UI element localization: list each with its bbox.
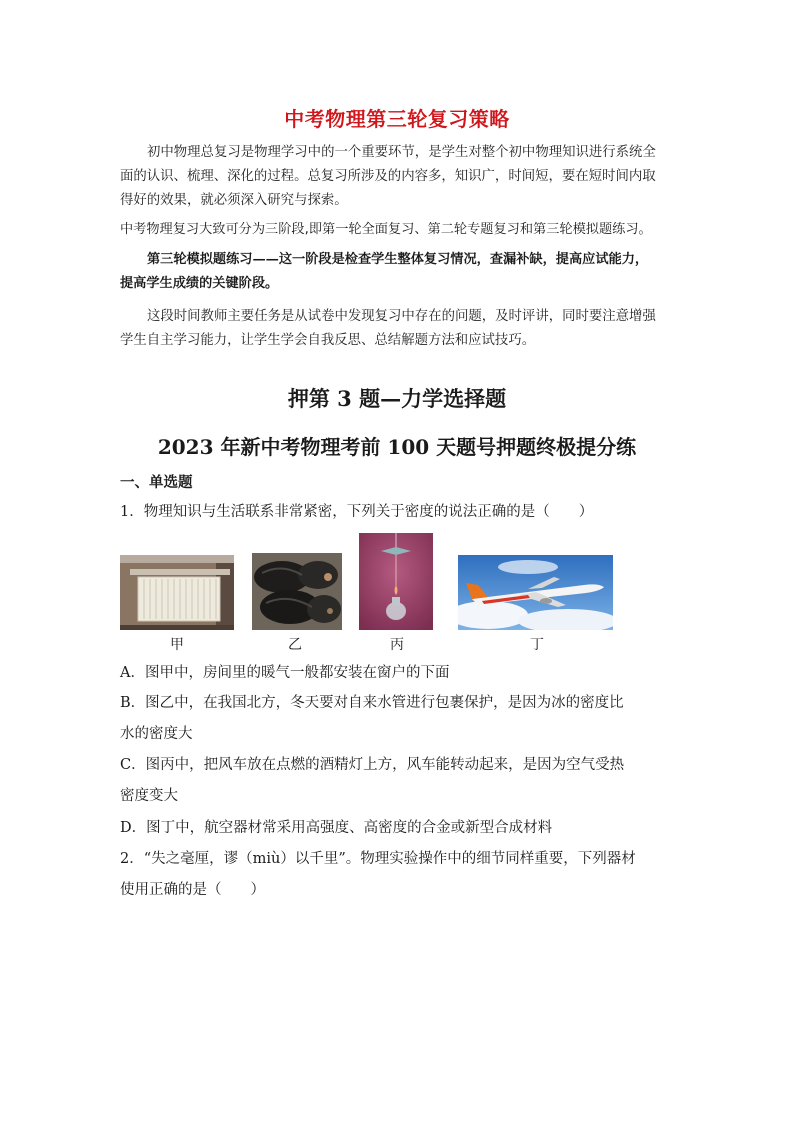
option-c-line-1: C．图丙中，把风车放在点燃的酒精灯上方，风车能转动起来，是因为空气受热	[120, 757, 625, 773]
intro-line-3: 得好的效果，就必须深入研究与探索。	[120, 193, 348, 208]
question-2-line-2: 使用正确的是（ ）	[120, 882, 265, 898]
stages-paragraph: 中考物理复习大致可分为三阶段,即第一轮全面复习、第二轮专题复习和第三轮模拟题练习。	[120, 222, 652, 237]
option-a: A．图甲中，房间里的暖气一般都安装在窗户的下面	[120, 665, 450, 681]
label-a: 甲	[170, 637, 184, 653]
option-b-line-2: 水的密度大	[120, 726, 193, 742]
section-single-choice: 一、单选题	[120, 474, 193, 491]
label-b: 乙	[288, 637, 302, 653]
intro-line-2: 面的认识、梳理、深化的过程。总复习所涉及的内容多，知识广，时间短，要在短时间内取	[120, 169, 656, 184]
heading-question-3: 押第 3 题—力学选择题	[287, 386, 507, 411]
third-round-line-2: 提高学生成绩的关键阶段。	[120, 276, 279, 291]
question-2-line-1: 2．“失之毫厘，谬（miù）以千里”。物理实验操作中的细节同样重要，下列器材	[120, 851, 636, 867]
teacher-line-1: 这段时间教师主要任务是从试卷中发现复习中存在的问题，及时评讲，同时要注意增强	[147, 309, 656, 324]
option-c-line-2: 密度变大	[120, 788, 178, 804]
question-1-stem: 1．物理知识与生活联系非常紧密，下列关于密度的说法正确的是（ ）	[120, 504, 594, 520]
wrapped-pipes-image	[252, 553, 342, 630]
heading-exam-practice: 2023 年新中考物理考前 100 天题号押题终极提分练	[157, 435, 637, 459]
third-round-line-1: 第三轮模拟题练习——这一阶段是检查学生整体复习情况，查漏补缺，提高应试能力，	[147, 252, 649, 267]
airplane-image	[458, 555, 613, 630]
label-c: 丙	[390, 637, 404, 653]
option-b-line-1: B．图乙中，在我国北方，冬天要对自来水管进行包裹保护，是因为冰的密度比	[120, 695, 624, 711]
option-d: D．图丁中，航空器材常采用高强度、高密度的合金或新型合成材料	[120, 820, 553, 836]
radiator-image	[120, 555, 234, 630]
teacher-line-2: 学生自主学习能力，让学生学会自我反思、总结解题方法和应试技巧。	[120, 333, 536, 348]
strategy-title: 中考物理第三轮复习策略	[284, 107, 510, 131]
label-d: 丁	[530, 637, 544, 653]
pinwheel-lamp-image	[359, 533, 433, 630]
intro-line-1: 初中物理总复习是物理学习中的一个重要环节，是学生对整个初中物理知识进行系统全	[147, 145, 656, 160]
